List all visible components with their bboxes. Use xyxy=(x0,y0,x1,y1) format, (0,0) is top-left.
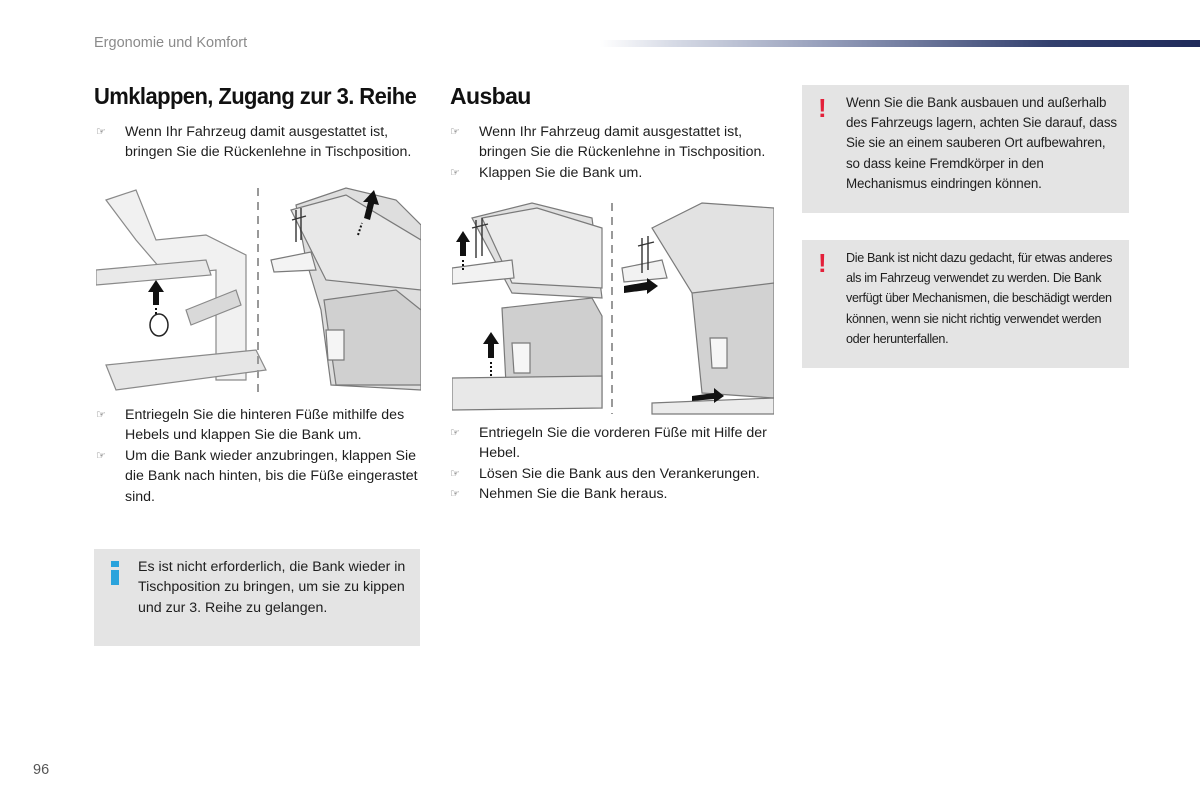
left-steps-bottom xyxy=(96,405,426,507)
list-item: ☞ Wenn Ihr Fahrzeug damit ausgestattet ist, bringen Sie die Rückenlehne in Tischposition. xyxy=(450,124,766,161)
info-icon xyxy=(110,561,120,585)
list-item: ☞ Wenn Ihr Fahrzeug damit ausgestattet ist, bringen Sie die Rückenlehne in Tischposition. xyxy=(96,124,412,161)
list-item: ☞ Entriegeln Sie die hinteren Füße mithilfe des Hebels und klappen Sie die Bank um. xyxy=(96,407,405,444)
remove-seat-illustration xyxy=(452,198,774,416)
list-item: ☞ Lösen Sie die Bank aus den Verankerungen. xyxy=(450,464,780,484)
pointing-hand-icon: ☞ xyxy=(96,449,106,462)
left-steps-top xyxy=(96,122,426,163)
pointing-hand-icon: ☞ xyxy=(96,409,106,421)
warning-box xyxy=(802,85,1129,213)
warning-box xyxy=(802,240,1129,368)
pointing-hand-icon: ☞ xyxy=(450,166,460,179)
pointing-hand-icon: ☞ xyxy=(96,126,106,138)
left-heading: Umklappen, Zugang zur 3. Reihe xyxy=(94,83,417,109)
warning-icon: ! xyxy=(818,93,827,123)
pointing-hand-icon: ☞ xyxy=(450,488,460,501)
middle-steps-top xyxy=(450,122,780,183)
pointing-hand-icon: ☞ xyxy=(450,467,460,480)
middle-heading: Ausbau xyxy=(450,83,531,109)
list-item: ☞ Klappen Sie die Bank um. xyxy=(450,163,780,183)
warning-text: Wenn Sie die Bank ausbauen und außerhalb des Fahrzeugs lagern, achten Sie darauf, dass Sie sie an einem sauberen Ort aufbewahren, so dass keine Fremdkörper in den Mechanismus eindringen können. xyxy=(846,95,1117,191)
info-box xyxy=(94,549,420,646)
pointing-hand-icon: ☞ xyxy=(450,427,460,439)
list-item: ☞ Um die Bank wieder anzubringen, klappen Sie die Bank nach hinten, bis die Füße eingerastet sind. xyxy=(96,447,418,505)
middle-steps-bottom xyxy=(450,423,780,505)
list-item: ☞ Entriegeln Sie die vorderen Füße mit Hilfe der Hebel. xyxy=(450,425,767,462)
section-title: Ergonomie und Komfort xyxy=(94,35,248,51)
pointing-hand-icon: ☞ xyxy=(450,126,460,138)
warning-icon: ! xyxy=(818,248,827,278)
warning-text: Die Bank ist nicht dazu gedacht, für etwas anderes als im Fahrzeug verwendet zu werden. Die Bank verfügt über Mechanismen, die beschädigt werden können, wenn sie nicht richtig verwendet werden oder herunterfallen. xyxy=(846,251,1113,346)
header-bar xyxy=(600,40,1200,47)
list-item: ☞ Nehmen Sie die Bank heraus. xyxy=(450,484,780,504)
page-number: 96 xyxy=(33,762,50,778)
info-text: Es ist nicht erforderlich, die Bank wieder in Tischposition zu bringen, um sie zu kippen und zur 3. Reihe zu gelangen. xyxy=(138,559,406,616)
fold-seat-illustration xyxy=(96,180,421,398)
